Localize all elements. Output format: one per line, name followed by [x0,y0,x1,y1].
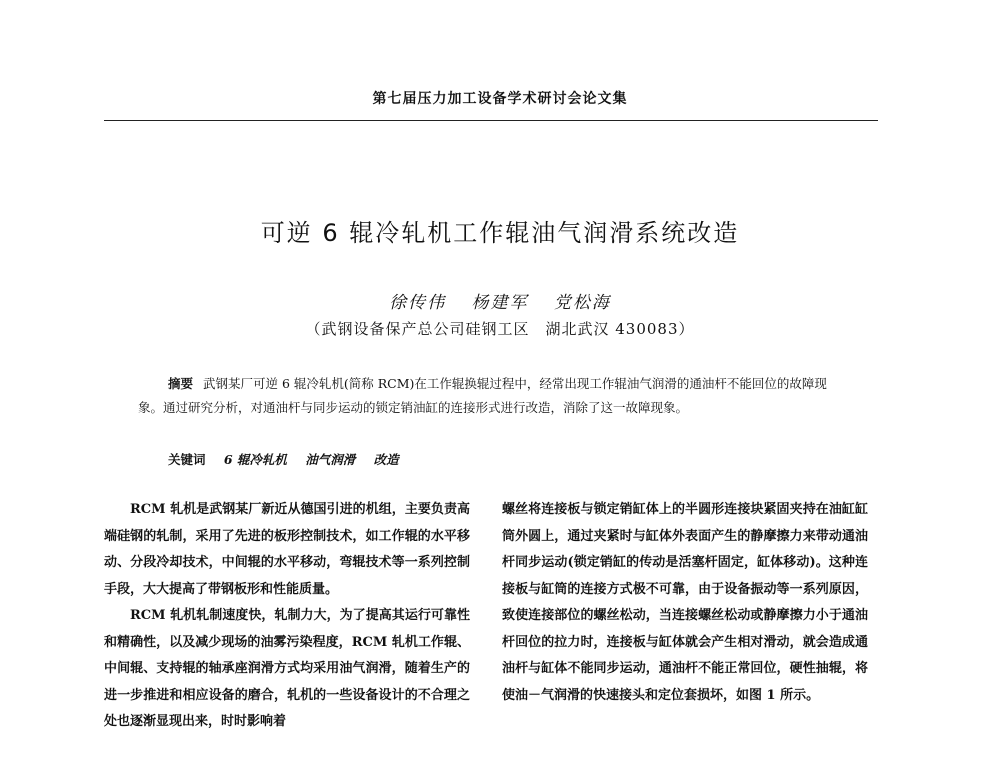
keywords-label: 关键词 [168,452,206,467]
body-paragraph: RCM 轧机是武钢某厂新近从德国引进的机组，主要负责高端硅钢的轧制，采用了先进的板形控制技术，如工作辊的水平移动、分段冷却技术，中间辊的水平移动，弯辊技术等一系列控制手段，大大提高了带钢板形和性能质量。 [104,502,470,597]
keywords [168,450,413,468]
keyword: 6 辊冷轧机 [223,452,287,467]
abstract [138,372,850,420]
author-list [0,288,1000,313]
body-paragraph: RCM 轧机轧制速度快，轧制力大，为了提高其运行可靠性和精确性，以及减少现场的油雾污染程度，RCM 轧机工作辊、中间辊、支持辊的轴承座润滑方式均采用油气润滑，随着生产的进一步推进和相应设备的磨合，轧机的一些设备设计的不合理之处也逐渐显现出来，时时影响着 [104,608,470,729]
author-name: 杨建军 [471,293,529,313]
abstract-text: 武钢某厂可逆 6 辊冷轧机(简称 RCM)在工作辊换辊过程中，经常出现工作辊油气润滑的通油杆不能回位的故障现象。通过研究分析，对通油杆与同步运动的锁定销油缸的连接形式进行改造，消除了这一故障现象。 [138,376,827,415]
author-affiliation: （武钢设备保产总公司硅钢工区 湖北武汉 430083） [305,320,695,338]
header-rule [104,120,878,121]
author-name: 徐传伟 [389,293,447,313]
body-paragraph: 螺丝将连接板与锁定销缸体上的半圆形连接块紧固夹持在油缸缸筒外圆上，通过夹紧时与缸体外表面产生的静摩擦力来带动通油杆同步运动(锁定销缸的传动是活塞杆固定，缸体移动)。这种连接板与缸筒的连接方式极不可靠，由于设备振动等一系列原因，致使连接部位的螺丝松动，当连接螺丝松动或静摩擦力小于通油杆回位的拉力时，连接板与缸体就会产生相对滑动，就会造成通油杆与缸体不能同步运动，通油杆不能正常回位，硬性抽辊，将使油－气润滑的快速接头和定位套损坏，如图 1 所示。 [502,502,868,703]
author-name: 党松海 [553,293,611,313]
body-column-left [104,497,470,736]
abstract-label: 摘要 [168,376,194,391]
body-column-right [502,497,868,709]
keyword: 油气润滑 [305,452,356,467]
running-head: 第七届压力加工设备学术研讨会论文集 [372,91,628,107]
paper-title: 可逆 6 辊冷轧机工作辊油气润滑系统改造 [260,219,740,248]
keyword: 改造 [373,452,399,467]
